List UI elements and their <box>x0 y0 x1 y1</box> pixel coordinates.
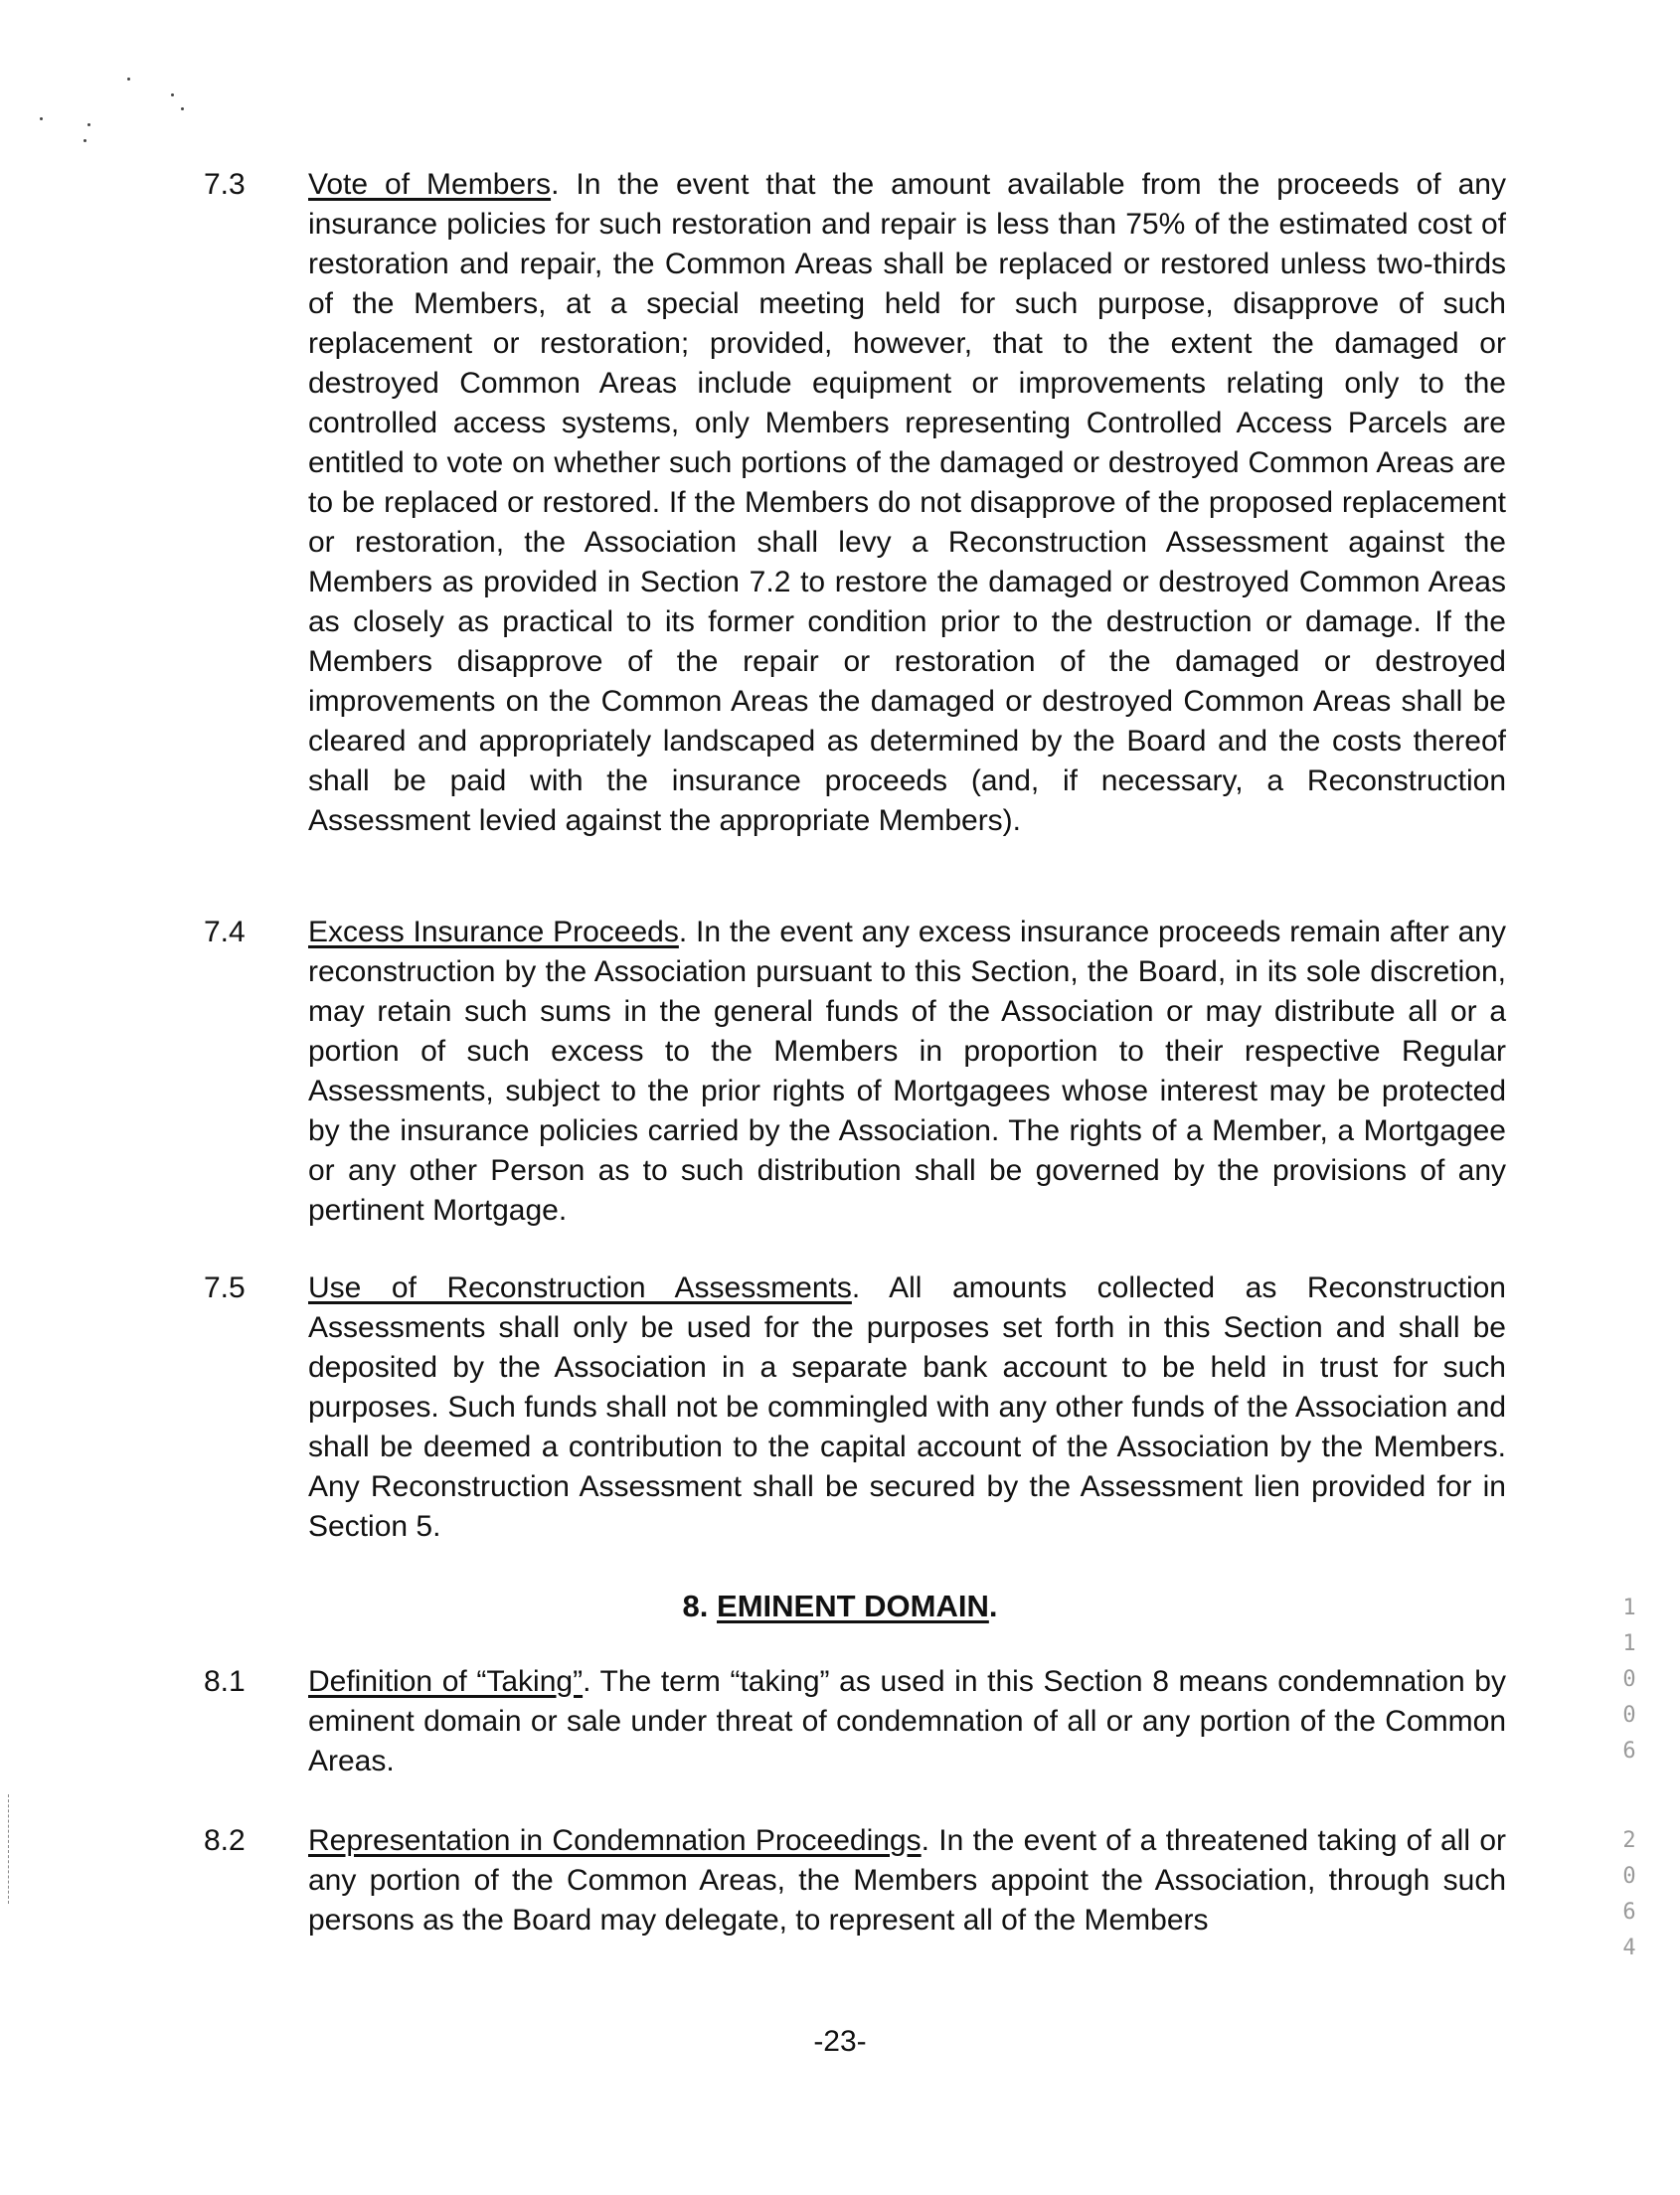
section-number: 7.3 <box>204 168 246 201</box>
side-stamp-top <box>1618 1591 1640 1770</box>
article-number: 8. <box>682 1589 709 1623</box>
section-text: . The term “taking” as used in this Section 8 means condemnation by eminent domain or sale under threat of condemnation of all or any portion of the Common Areas. <box>308 1665 1506 1777</box>
article-title: EMINENT DOMAIN <box>717 1589 989 1623</box>
article-title-suffix: . <box>988 1589 998 1623</box>
stamp-digit: 1 <box>1622 1596 1636 1620</box>
stamp-digit: 0 <box>1622 1703 1636 1728</box>
section-text: . In the event any excess insurance proceeds remain after any reconstruction by the Association pursuant to this Section, the Board, in its sole discretion, may retain such sums in the general funds of the Association or may distribute all or a portion of such excess to the Members in proportion to their respective Regular Assessments, subject to the prior rights of Mortgagees whose interest may be protected by the insurance policies carried by the Association. The rights of a Member, a Mortgagee or any other Person as to such distribution shall be governed by the provisions of any pertinent Mortgage. <box>308 916 1506 1227</box>
section-heading: Use of Reconstruction Assessments <box>308 1271 852 1304</box>
section-body <box>308 1268 1506 1547</box>
section-number: 7.4 <box>204 916 246 948</box>
section-heading: Vote of Members <box>308 168 552 201</box>
article-heading-eminent-domain <box>0 1587 1680 1626</box>
section-body <box>308 1662 1506 1781</box>
section-heading: Representation in Condemnation Proceedings <box>308 1824 922 1857</box>
stamp-digit: 1 <box>1622 1631 1636 1656</box>
stamp-digit: 0 <box>1622 1864 1636 1889</box>
page-number: -23- <box>813 2025 867 2058</box>
section-text: . In the event of a threatened taking of all or any portion of the Common Areas, the Members appoint the Association, through such persons as the Board may delegate, to represent all of the Members <box>308 1824 1506 1937</box>
section-number: 8.2 <box>204 1824 246 1857</box>
section-text: . All amounts collected as Reconstruction Assessments shall only be used for the purposes set forth in this Section and shall be deposited by the Association in a separate bank account to be held in trust for such purposes. Such funds shall not be commingled with any other funds of the Association and shall be deemed a contribution to the capital account of the Association by the Members. Any Reconstruction Assessment shall be secured by the Assessment lien provided for in Section 5. <box>308 1271 1506 1543</box>
section-number: 7.5 <box>204 1271 246 1304</box>
scan-margin-mark <box>8 1794 9 1904</box>
section-body <box>308 913 1506 1231</box>
stamp-digit: 0 <box>1622 1667 1636 1692</box>
section-text: . In the event that the amount available from the proceeds of any insurance policies for such restoration and repair is less than 75% of the estimated cost of restoration and repair, the Common Areas shall be replaced or restored unless two-thirds of the Members, at a special meeting held for such purpose, disapprove of such replacement or restoration; provided, however, that to the extent the damaged or destroyed Common Areas include equipment or improvements relating only to the controlled access systems, only Members representing Controlled Access Parcels are entitled to vote on whether such portions of the damaged or destroyed Common Areas are to be replaced or restored. If the Members do not disapprove of the proposed replacement or restoration, the Association shall levy a Reconstruction Assessment against the Members as provided in Section 7.2 to restore the damaged or destroyed Common Areas as closely as practical to its former condition prior to the destruction or damage. If the Members disapprove of the repair or restoration of the damaged or destroyed improvements on the Common Areas the damaged or destroyed Common Areas shall be cleared and appropriately landscaped as determined by the Board and the costs thereof shall be paid with the insurance proceeds (and, if necessary, a Reconstruction Assessment levied against the appropriate Members). <box>308 168 1506 837</box>
stamp-digit: 4 <box>1622 1936 1636 1960</box>
section-number: 8.1 <box>204 1665 246 1698</box>
side-stamp-bottom <box>1618 1823 1640 1966</box>
section-body <box>308 1821 1506 1941</box>
section-heading: Definition of “Taking” <box>308 1665 584 1698</box>
section-body <box>308 165 1506 841</box>
stamp-digit: 6 <box>1622 1900 1636 1925</box>
stamp-digit: 6 <box>1622 1739 1636 1764</box>
section-heading: Excess Insurance Proceeds <box>308 916 679 948</box>
stamp-digit: 2 <box>1622 1828 1636 1853</box>
